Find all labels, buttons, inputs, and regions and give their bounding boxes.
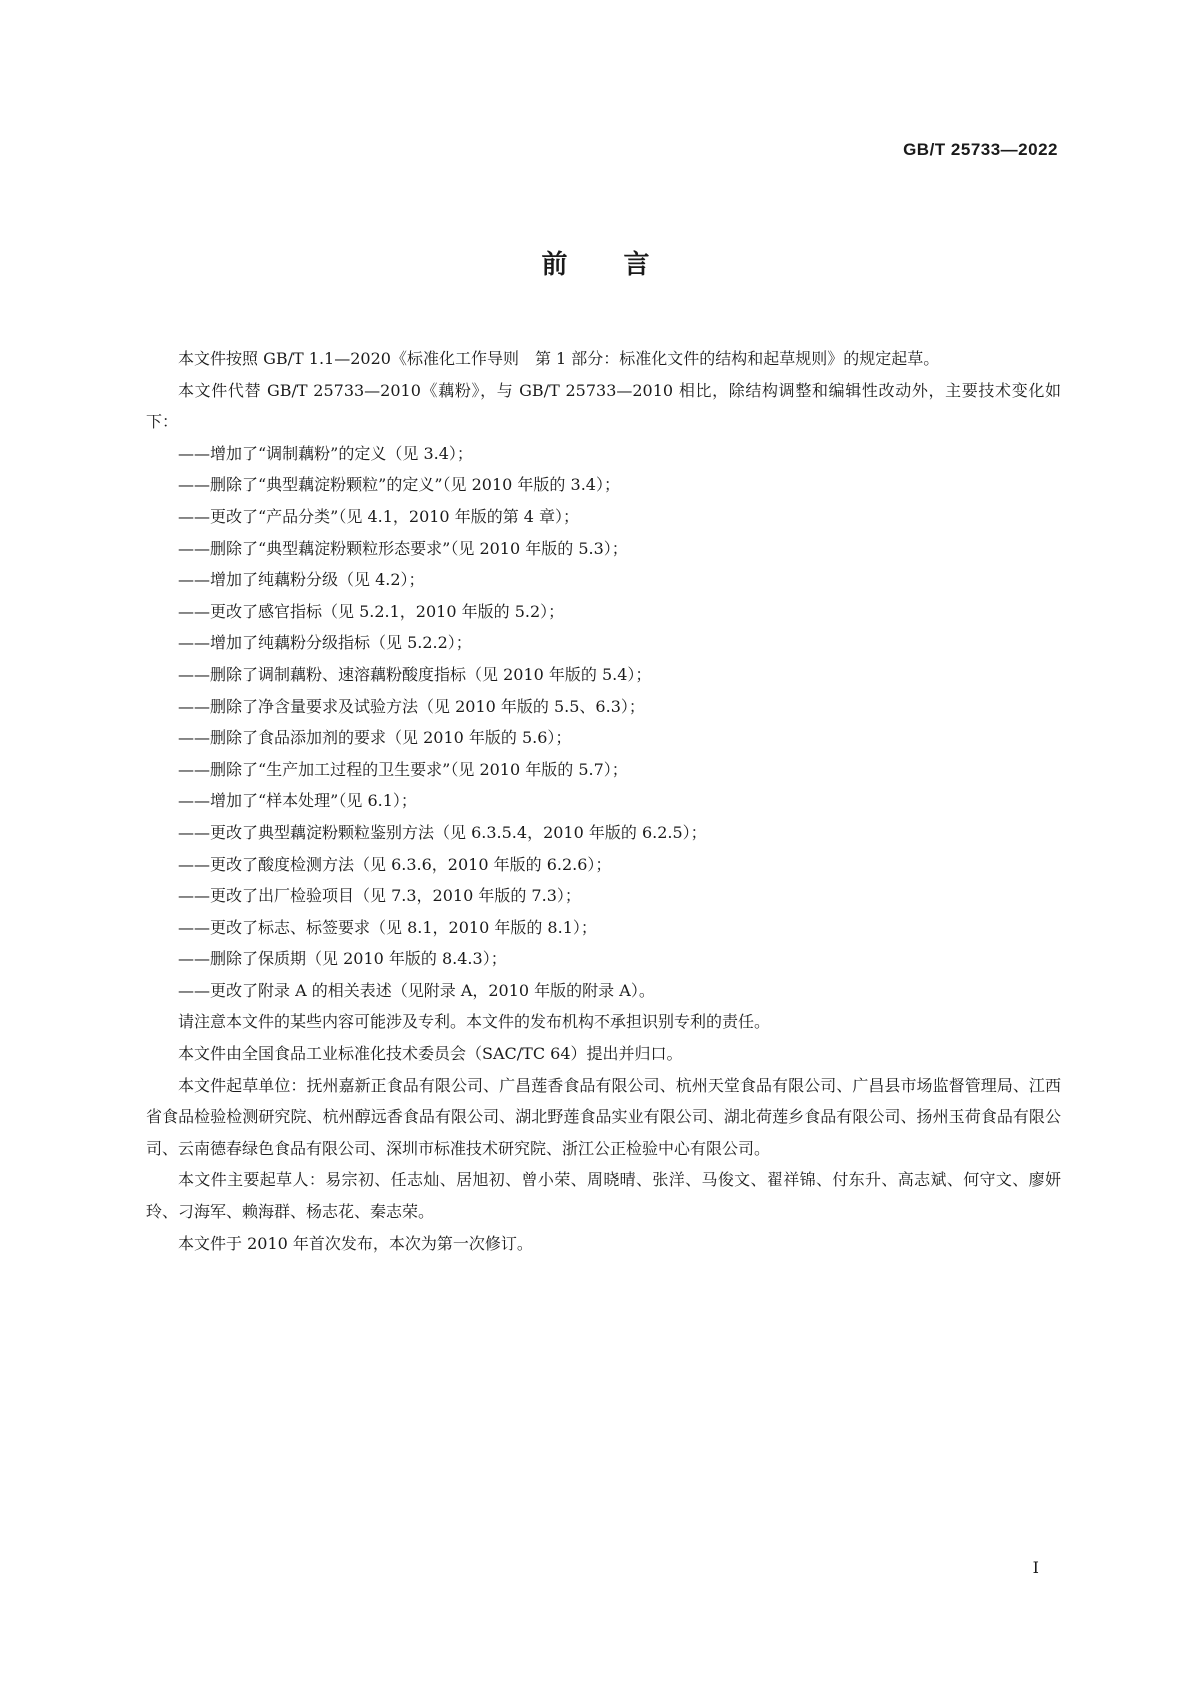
- paragraph-drafting-units: 本文件起草单位：抚州嘉新正食品有限公司、广昌莲香食品有限公司、杭州天堂食品有限公司、广昌县市场监督管理局、江西省食品检验检测研究院、杭州醇远香食品有限公司、湖北野莲食品实业有限公司、湖北荷莲乡食品有限公司、扬州玉荷食品有限公司、云南德春绿色食品有限公司、深圳市标准技术研究院、浙江公正检验中心有限公司。: [146, 1075, 1061, 1158]
- change-item: ——更改了出厂检验项目（见 7.3，2010 年版的 7.3）；: [178, 886, 581, 906]
- paragraph-replacement: 本文件代替 GB/T 25733—2010《藕粉》，与 GB/T 25733—2010 相比，除结构调整和编辑性改动外，主要技术变化如下：: [146, 380, 1061, 432]
- change-item: ——删除了“典型藕淀粉颗粒形态要求”（见 2010 年版的 5.3）；: [178, 538, 628, 558]
- change-item: ——删除了保质期（见 2010 年版的 8.4.3）；: [178, 949, 507, 969]
- paragraph-drafters: 本文件主要起草人：易宗初、任志灿、居旭初、曾小荣、周晓晴、张洋、马俊文、翟祥锦、付东升、高志斌、何守文、廖妍玲、刁海军、赖海群、杨志花、秦志荣。: [146, 1170, 1061, 1222]
- paragraph-patent-notice: 请注意本文件的某些内容可能涉及专利。本文件的发布机构不承担识别专利的责任。: [178, 1012, 771, 1032]
- paragraph-drafting-rules: 本文件按照 GB/T 1.1—2020《标准化工作导则 第 1 部分：标准化文件的结构和起草规则》的规定起草。: [178, 349, 940, 368]
- change-item: ——删除了食品添加剂的要求（见 2010 年版的 5.6）；: [178, 728, 572, 748]
- change-item: ——更改了感官指标（见 5.2.1，2010 年版的 5.2）；: [178, 601, 565, 621]
- change-item: ——删除了调制藕粉、速溶藕粉酸度指标（见 2010 年版的 5.4）；: [178, 664, 652, 684]
- change-item: ——更改了酸度检测方法（见 6.3.6，2010 年版的 6.2.6）；: [178, 854, 612, 874]
- preface-body: [146, 343, 1061, 1259]
- paragraph-history: 本文件于 2010 年首次发布，本次为第一次修订。: [178, 1233, 533, 1253]
- paragraph-committee: 本文件由全国食品工业标准化技术委员会（SAC/TC 64）提出并归口。: [178, 1044, 683, 1064]
- change-item: ——增加了纯藕粉分级（见 4.2）；: [178, 570, 425, 590]
- change-item: ——增加了纯藕粉分级指标（见 5.2.2）；: [178, 633, 472, 653]
- change-item: ——增加了“调制藕粉”的定义（见 3.4）；: [178, 443, 473, 463]
- change-item: ——更改了附录 A 的相关表述（见附录 A，2010 年版的附录 A）。: [178, 980, 655, 1000]
- change-item: ——更改了典型藕淀粉颗粒鉴别方法（见 6.3.5.4，2010 年版的 6.2.5）；: [178, 822, 707, 842]
- change-item: ——更改了“产品分类”（见 4.1，2010 年版的第 4 章）；: [178, 506, 580, 526]
- change-item: ——删除了“生产加工过程的卫生要求”（见 2010 年版的 5.7）；: [178, 759, 628, 779]
- change-item: ——删除了“典型藕淀粉颗粒”的定义”（见 2010 年版的 3.4）；: [178, 475, 620, 495]
- document-code: GB/T 25733—2022: [903, 140, 1058, 159]
- page-title: 前言: [541, 250, 706, 280]
- change-item: ——删除了净含量要求及试验方法（见 2010 年版的 5.5、6.3）；: [178, 696, 645, 716]
- page-number: I: [1032, 1558, 1039, 1577]
- change-item: ——更改了标志、标签要求（见 8.1，2010 年版的 8.1）；: [178, 917, 597, 937]
- change-item: ——增加了“样本处理”（见 6.1）；: [178, 791, 417, 811]
